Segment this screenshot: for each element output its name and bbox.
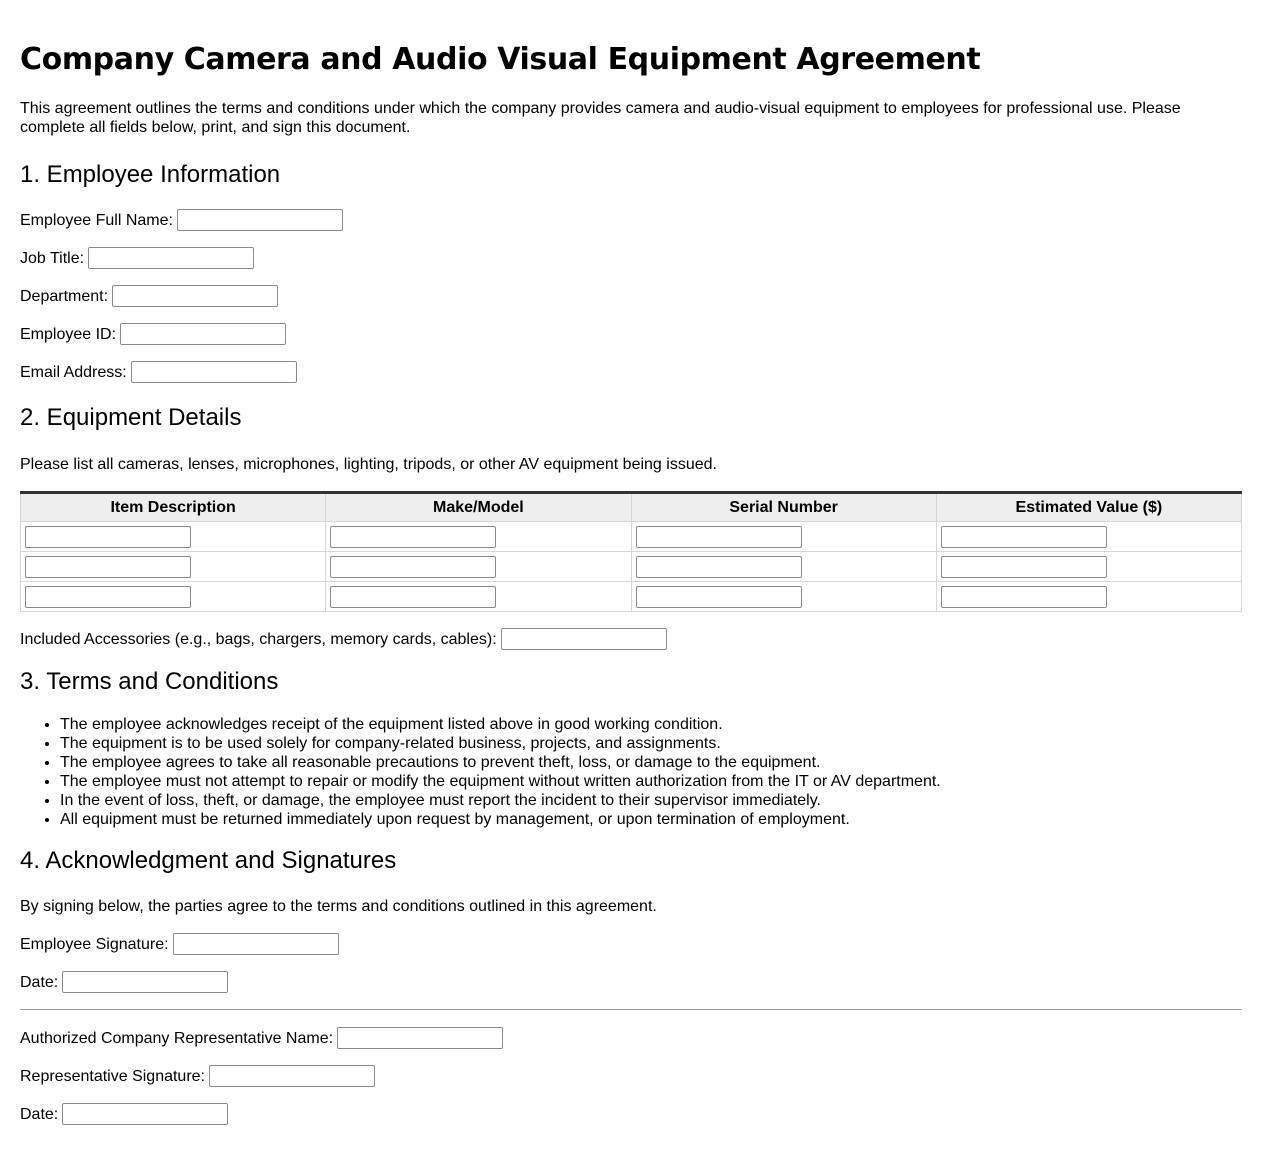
- department-input[interactable]: [112, 285, 278, 307]
- rep-name-label: Authorized Company Representative Name:: [20, 1029, 334, 1047]
- employee-id-row: [20, 323, 1242, 345]
- estimated-value-input[interactable]: [941, 556, 1107, 578]
- make-model-input[interactable]: [330, 526, 496, 548]
- list-item: • The equipment is to be used solely for company-related business, projects, and assignments.: [60, 734, 1242, 753]
- table-row: [21, 552, 1242, 582]
- make-model-input[interactable]: [330, 586, 496, 608]
- employee-signature-input[interactable]: [173, 933, 339, 955]
- section-equipment-details-heading: 2. Equipment Details: [20, 404, 242, 431]
- make-model-input[interactable]: [330, 556, 496, 578]
- table-cell: [326, 582, 631, 612]
- item-description-input[interactable]: [25, 556, 191, 578]
- list-item: • The employee acknowledges receipt of the equipment listed above in good working condition.: [60, 715, 1242, 734]
- employee-id-input[interactable]: [120, 323, 286, 345]
- signature-note: By signing below, the parties agree to the terms and conditions outlined in this agreement.: [20, 898, 657, 915]
- table-cell: [21, 552, 326, 582]
- table-cell: [631, 582, 936, 612]
- email-address-row: [20, 361, 1242, 383]
- rep-name-input[interactable]: [337, 1027, 503, 1049]
- job-title-input[interactable]: [88, 247, 254, 269]
- list-item: • The employee agrees to take all reasonable precautions to prevent theft, loss, or damage to the equipment.: [60, 753, 1242, 772]
- job-title-label: Job Title:: [20, 249, 85, 267]
- table-cell: [326, 552, 631, 582]
- department-row: [20, 285, 1242, 307]
- employee-date-label: Date:: [20, 973, 59, 991]
- equipment-table: [20, 491, 1242, 612]
- column-header-serial-number: Serial Number: [631, 493, 936, 522]
- rep-signature-input[interactable]: [209, 1065, 375, 1087]
- employee-date-row: [20, 971, 1242, 993]
- employee-full-name-row: [20, 209, 1242, 231]
- list-item: • All equipment must be returned immediately upon request by management, or upon termination of employment.: [60, 810, 1242, 829]
- list-item: • In the event of loss, theft, or damage, the employee must report the incident to their supervisor immediately.: [60, 791, 1242, 810]
- terms-list: [20, 715, 1242, 829]
- serial-number-input[interactable]: [636, 586, 802, 608]
- page-title: Company Camera and Audio Visual Equipment Agreement: [20, 42, 981, 77]
- estimated-value-input[interactable]: [941, 586, 1107, 608]
- section-terms-heading: 3. Terms and Conditions: [20, 668, 279, 695]
- column-header-estimated-value: Estimated Value ($): [936, 493, 1241, 522]
- employee-signature-row: [20, 933, 1242, 955]
- department-label: Department:: [20, 287, 109, 305]
- table-cell: [631, 552, 936, 582]
- employee-signature-label: Employee Signature:: [20, 935, 169, 953]
- list-item: • The employee must not attempt to repair or modify the equipment without written authorization from the IT or AV department.: [60, 772, 1242, 791]
- table-cell: [326, 522, 631, 552]
- equipment-note: Please list all cameras, lenses, microphones, lighting, tripods, or other AV equipment being issued.: [20, 456, 717, 473]
- serial-number-input[interactable]: [636, 526, 802, 548]
- job-title-row: [20, 247, 1242, 269]
- column-header-make-model: Make/Model: [326, 493, 631, 522]
- rep-signature-label: Representative Signature:: [20, 1067, 205, 1085]
- employee-id-label: Employee ID:: [20, 325, 117, 343]
- signature-divider: [20, 1009, 1242, 1010]
- table-cell: [936, 522, 1241, 552]
- table-cell: [936, 582, 1241, 612]
- email-address-input[interactable]: [131, 361, 297, 383]
- rep-date-input[interactable]: [62, 1103, 228, 1125]
- rep-date-row: [20, 1103, 1242, 1125]
- estimated-value-input[interactable]: [941, 526, 1107, 548]
- intro-text: This agreement outlines the terms and conditions under which the company provides camera and audio-visual equipment to employees for professional use. Please complete all fields below, print, and sign this document.: [20, 100, 1181, 136]
- employee-full-name-label: Employee Full Name:: [20, 211, 173, 229]
- item-description-input[interactable]: [25, 526, 191, 548]
- employee-date-input[interactable]: [62, 971, 228, 993]
- included-accessories-row: [20, 628, 1242, 650]
- included-accessories-input[interactable]: [501, 628, 667, 650]
- section-acknowledgment-heading: 4. Acknowledgment and Signatures: [20, 847, 397, 874]
- table-cell: [936, 552, 1241, 582]
- rep-date-label: Date:: [20, 1105, 59, 1123]
- rep-name-row: [20, 1027, 1242, 1049]
- table-row: [21, 522, 1242, 552]
- table-row: [21, 582, 1242, 612]
- item-description-input[interactable]: [25, 586, 191, 608]
- employee-full-name-input[interactable]: [177, 209, 343, 231]
- column-header-item-description: Item Description: [21, 493, 326, 522]
- table-cell: [21, 582, 326, 612]
- equipment-table-header: [21, 493, 1242, 522]
- table-cell: [21, 522, 326, 552]
- included-accessories-label: Included Accessories (e.g., bags, chargers, memory cards, cables):: [20, 630, 497, 648]
- serial-number-input[interactable]: [636, 556, 802, 578]
- rep-signature-row: [20, 1065, 1242, 1087]
- email-address-label: Email Address:: [20, 363, 127, 381]
- section-employee-information-heading: 1. Employee Information: [20, 161, 281, 188]
- table-cell: [631, 522, 936, 552]
